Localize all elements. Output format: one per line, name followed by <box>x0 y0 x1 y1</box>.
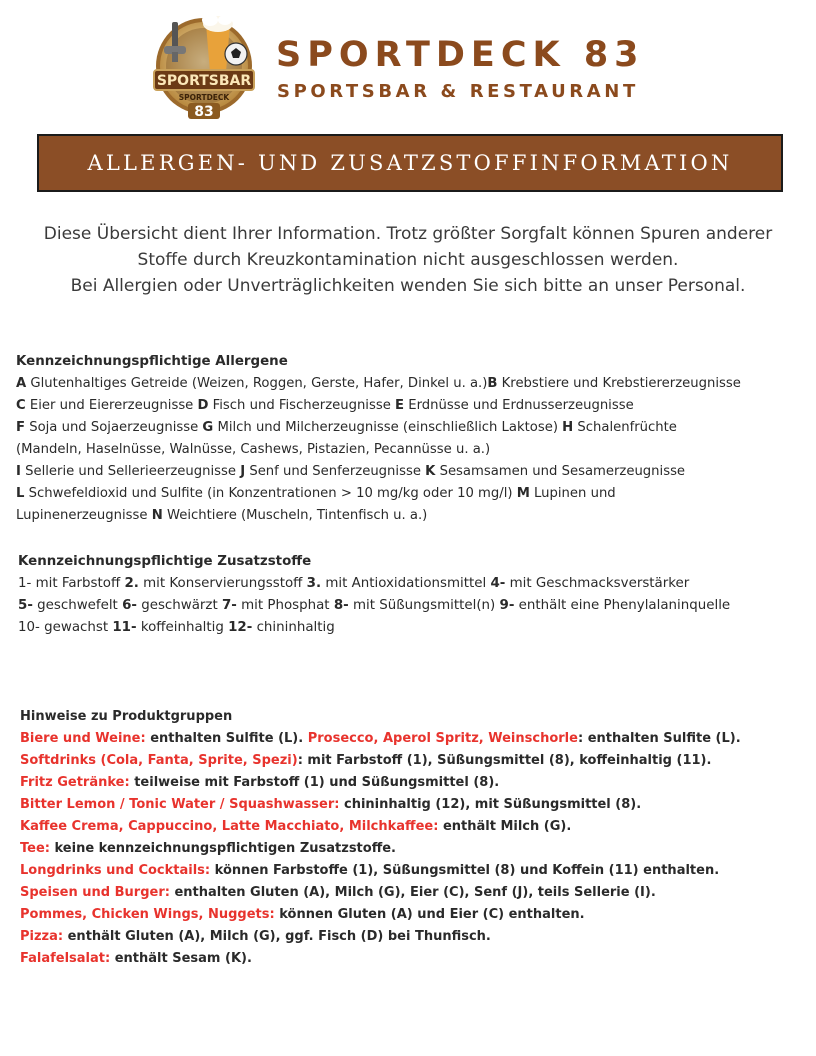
allergen-line <box>16 483 806 505</box>
additive-text: 10- gewachst <box>18 620 113 635</box>
additive-code: 7- <box>221 598 237 613</box>
allergen-code: G <box>202 420 214 435</box>
allergen-text: Fisch und Fischerzeugnisse <box>208 398 396 413</box>
logo-text-top: SPORTSBAR <box>156 73 252 89</box>
additive-line <box>18 617 808 639</box>
allergen-text: Soja und Sojaerzeugnisse <box>25 420 203 435</box>
allergen-text: Sesamsamen und Sesamerzeugnisse <box>435 464 686 479</box>
additive-text: mit Geschmacksverstärker <box>505 576 690 591</box>
additive-code: 2. <box>124 576 139 591</box>
hint-product: Bitter Lemon / Tonic Water / Squashwasser: <box>20 797 340 812</box>
allergen-code: B <box>487 376 498 391</box>
allergen-code: N <box>151 508 163 523</box>
additive-code: 9- <box>499 598 515 613</box>
allergen-text: Glutenhaltiges Getreide (Weizen, Roggen, Gerste, Hafer, Dinkel u. a.) <box>26 376 488 391</box>
sportsbar-logo-icon <box>150 8 258 126</box>
hint-product: Longdrinks und Cocktails: <box>20 863 211 878</box>
hint-text: : enthalten Sulfite (L). <box>577 731 741 746</box>
hint-text: keine kennzeichnungspflichtigen Zusatzstoffe. <box>49 841 396 856</box>
hint-product: Speisen und Burger: <box>20 885 170 900</box>
additive-text: chininhaltig <box>252 620 335 635</box>
brand-title: SPORTDECK 83 <box>276 35 645 75</box>
hint-product: Falafelsalat: <box>20 951 111 966</box>
additive-code: 11- <box>112 620 137 635</box>
hint-text: teilweise mit Farbstoff (1) und Süßungsmittel (8). <box>129 775 500 790</box>
hint-text: enthält Gluten (A), Milch (G), ggf. Fisch (D) bei Thunfisch. <box>63 929 491 944</box>
additive-code: 3. <box>306 576 322 591</box>
hint-row <box>20 794 810 816</box>
hint-row <box>20 838 810 860</box>
allergen-code: D <box>197 398 209 413</box>
allergen-code: J <box>240 464 246 479</box>
hint-text: chininhaltig (12), mit Süßungsmittel (8). <box>339 797 642 812</box>
hint-product: Pommes, Chicken Wings, Nuggets: <box>20 907 275 922</box>
hint-row <box>20 728 810 750</box>
additive-line <box>18 573 808 595</box>
allergen-code: C <box>16 398 26 413</box>
allergen-text: Lupinenerzeugnisse <box>16 508 152 523</box>
allergen-text: Lupinen und <box>529 486 616 501</box>
intro-text <box>0 221 816 299</box>
allergen-code: E <box>395 398 405 413</box>
hint-row <box>20 904 810 926</box>
hint-product: Fritz Getränke: <box>20 775 130 790</box>
intro-line-3: Bei Allergien oder Unverträglichkeiten wenden Sie sich bitte an unser Personal. <box>70 276 746 296</box>
allergen-line <box>16 461 806 483</box>
hint-product: Softdrinks (Cola, Fanta, Sprite, Spezi) <box>20 753 298 768</box>
product-hints-section <box>20 706 810 970</box>
hint-row <box>20 772 810 794</box>
hint-product: Prosecco, Aperol Spritz, Weinschorle <box>307 731 578 746</box>
allergen-line <box>16 373 806 395</box>
additive-text: geschwefelt <box>32 598 123 613</box>
allergen-code: K <box>425 464 436 479</box>
intro-line-2: Stoffe durch Kreuzkontamination nicht ausgeschlossen werden. <box>137 250 679 270</box>
allergen-line <box>16 417 806 439</box>
additive-code: 12- <box>228 620 253 635</box>
hint-row <box>20 860 810 882</box>
additive-code: 5- <box>18 598 33 613</box>
hint-text: enthalten Gluten (A), Milch (G), Eier (C), Senf (J), teils Sellerie (I). <box>169 885 656 900</box>
allergens-section <box>16 351 806 527</box>
header <box>0 0 816 130</box>
additives-section <box>18 551 808 639</box>
allergen-line <box>16 439 806 461</box>
allergen-code: F <box>16 420 26 435</box>
allergen-line <box>16 505 806 527</box>
additive-code: 8- <box>333 598 349 613</box>
hint-product: Biere und Weine: <box>20 731 146 746</box>
intro-line-1: Diese Übersicht dient Ihrer Information. Trotz größter Sorgfalt können Spuren anderer <box>43 224 773 244</box>
allergen-code: A <box>16 376 27 391</box>
hint-row <box>20 926 810 948</box>
allergen-text: Senf und Senferzeugnisse <box>245 464 426 479</box>
title-banner <box>37 134 783 192</box>
allergens-heading: Kennzeichnungspflichtige Allergene <box>16 354 288 369</box>
logo-text-number: 83 <box>194 104 214 120</box>
hint-row <box>20 948 810 970</box>
additive-text: mit Konservierungsstoff <box>138 576 307 591</box>
allergen-code: H <box>562 420 574 435</box>
additive-text: enthält eine Phenylalaninquelle <box>514 598 731 613</box>
allergen-text: Krebstiere und Krebstiererzeugnisse <box>497 376 741 391</box>
hint-product: Pizza: <box>20 929 64 944</box>
hint-text: enthalten Sulfite (L). <box>145 731 308 746</box>
allergen-text: Schalenfrüchte <box>573 420 677 435</box>
additive-line <box>18 595 808 617</box>
additive-text: geschwärzt <box>136 598 222 613</box>
allergen-text: Eier und Eiererzeugnisse <box>25 398 198 413</box>
additives-heading: Kennzeichnungspflichtige Zusatzstoffe <box>18 554 312 569</box>
hint-row <box>20 816 810 838</box>
additive-text: mit Antioxidationsmittel <box>321 576 491 591</box>
allergen-code: I <box>16 464 21 479</box>
hint-text: enthält Sesam (K). <box>110 951 252 966</box>
allergen-text: Erdnüsse und Erdnusserzeugnisse <box>404 398 634 413</box>
additive-code: 6- <box>122 598 137 613</box>
additive-text: mit Phosphat <box>236 598 334 613</box>
hint-text: : mit Farbstoff (1), Süßungsmittel (8), koffeinhaltig (11). <box>297 753 712 768</box>
allergen-code: M <box>516 486 530 501</box>
additive-text: koffeinhaltig <box>136 620 229 635</box>
banner-title: ALLERGEN- UND ZUSATZSTOFFINFORMATION <box>87 151 733 175</box>
additive-code: 4- <box>490 576 506 591</box>
hint-product: Kaffee Crema, Cappuccino, Latte Macchiato, Milchkaffee: <box>20 819 439 834</box>
allergen-text: Sellerie und Sellerieerzeugnisse <box>20 464 241 479</box>
additive-text: mit Süßungsmittel(n) <box>348 598 500 613</box>
additive-text: 1- mit Farbstoff <box>18 576 125 591</box>
allergen-line <box>16 395 806 417</box>
hint-row <box>20 750 810 772</box>
hints-heading: Hinweise zu Produktgruppen <box>20 709 233 724</box>
allergen-text: Milch und Milcherzeugnisse (einschließlich Laktose) <box>213 420 563 435</box>
allergen-code: L <box>16 486 25 501</box>
hint-row <box>20 882 810 904</box>
brand-subtitle: SPORTSBAR & RESTAURANT <box>277 81 639 102</box>
logo-text-mid: SPORTDECK <box>178 93 230 102</box>
allergen-text: Schwefeldioxid und Sulfite (in Konzentrationen > 10 mg/kg oder 10 mg/l) <box>24 486 517 501</box>
hint-text: enthält Milch (G). <box>438 819 572 834</box>
allergen-text: Weichtiere (Muscheln, Tintenfisch u. a.) <box>162 508 428 523</box>
hint-text: können Farbstoffe (1), Süßungsmittel (8) und Koffein (11) enthalten. <box>210 863 720 878</box>
hint-product: Tee: <box>20 841 50 856</box>
allergen-text: (Mandeln, Haselnüsse, Walnüsse, Cashews, Pistazien, Pecannüsse u. a.) <box>16 442 491 457</box>
hint-text: können Gluten (A) und Eier (C) enthalten. <box>274 907 585 922</box>
